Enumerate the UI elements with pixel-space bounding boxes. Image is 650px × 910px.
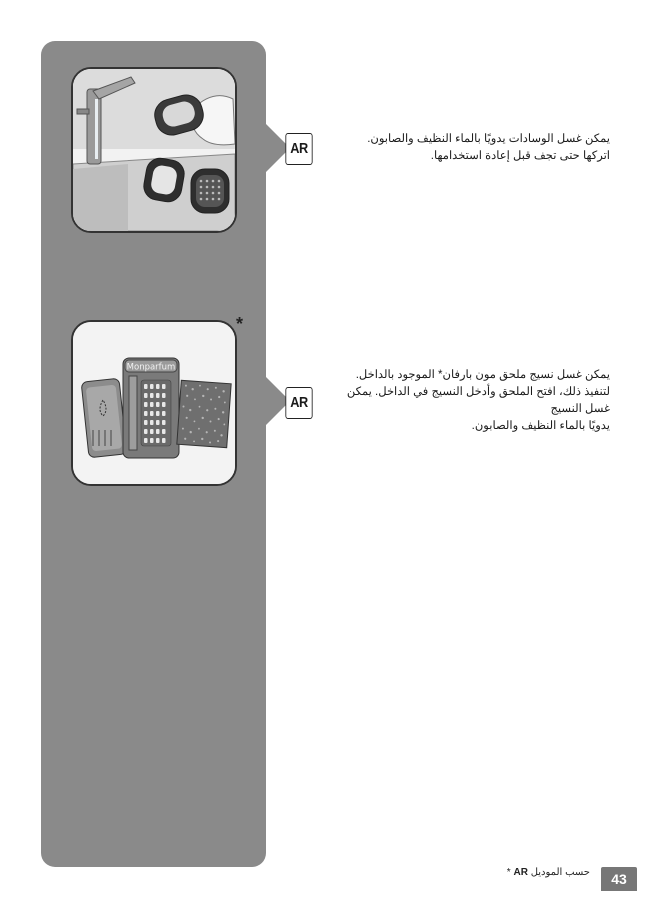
instruction-line: لتنفيذ ذلك، افتح الملحق وأدخل النسيج في الداخل. يمكن <box>346 386 610 398</box>
illustration-washing-pads <box>71 67 237 233</box>
instruction-line: يدويًا بالماء النظيف والصابون. <box>471 420 610 432</box>
brand-label: Monparfum <box>126 362 176 373</box>
footer-code: AR <box>513 867 528 878</box>
language-badge: AR <box>285 133 312 165</box>
footnote-asterisk: * <box>236 314 244 334</box>
footer-note <box>507 867 590 878</box>
instruction-line: يمكن غسل الوسادات يدويًا بالماء النظيف والصابون. <box>367 133 610 145</box>
instruction-line: اتركها حتى تجف قبل إعادة استخدامها. <box>430 150 610 162</box>
footer-asterisk: * <box>506 867 511 878</box>
instruction-text <box>340 131 610 165</box>
instruction-text <box>340 367 610 435</box>
monparfum-accessory-image <box>73 322 235 484</box>
faucet-washing-image <box>73 69 235 231</box>
instruction-line: غسل النسيج <box>550 403 610 415</box>
illustration-monparfum-accessory <box>71 320 237 486</box>
page-number: 43 <box>601 867 637 891</box>
language-badge: AR <box>285 387 312 419</box>
instruction-line: يمكن غسل نسيج ملحق مون بارفان* الموجود بالداخل. <box>355 369 610 381</box>
footer-note-text: حسب الموديل <box>530 867 590 878</box>
